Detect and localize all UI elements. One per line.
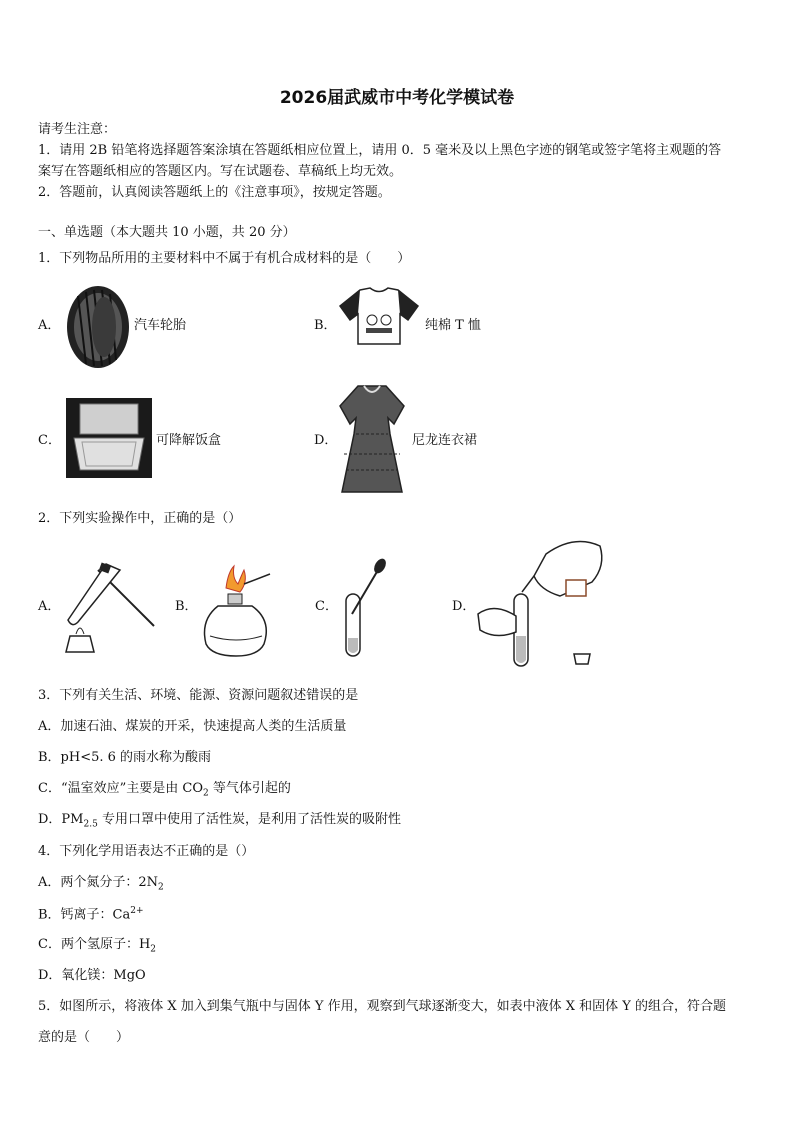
q2-stem: 2．下列实验操作中，正确的是（） — [38, 511, 242, 526]
pouring-liquid-image — [474, 536, 608, 670]
q1-option-c-letter: C． — [38, 433, 61, 448]
q1-option-d-text: 尼龙连衣裙 — [412, 433, 478, 448]
q3-option-b: B．pH<5. 6 的雨水称为酸雨 — [38, 750, 212, 765]
notice-line-1a: 1．请用 2B 铅笔将选择题答案涂填在答题纸相应位置上，请用 0．5 毫米及以上黑色字迹的钢笔或签字笔将主观题的答 — [38, 143, 722, 158]
notice-heading: 请考生注意： — [38, 122, 117, 137]
q3-option-d-pre: D．PM — [38, 812, 84, 827]
alcohol-lamp-image — [198, 566, 274, 660]
section-heading: 一、单选题（本大题共 10 小题，共 20 分） — [38, 225, 296, 240]
q2-option-b-letter: B． — [175, 599, 198, 614]
q1-option-d-letter: D． — [314, 433, 338, 448]
q3-option-c — [38, 781, 291, 799]
q1-option-b-letter: B． — [314, 318, 337, 333]
q3-option-a: A．加速石油、煤炭的开采，快速提高人类的生活质量 — [38, 719, 347, 734]
dress-image — [336, 384, 408, 494]
q4-option-c-pre: C．两个氢原子：H — [38, 937, 151, 952]
q3-option-d-sub: 2.5 — [83, 819, 98, 830]
q4-option-a-pre: A．两个氮分子：2N — [38, 875, 159, 890]
q4-option-d: D．氧化镁：MgO — [38, 968, 146, 983]
page-title: 2026届武威市中考化学模试卷 — [279, 88, 515, 108]
q2-option-c-letter: C． — [315, 599, 338, 614]
q4-option-a-sub: 2 — [158, 882, 164, 893]
q2-option-a-letter: A． — [38, 599, 61, 614]
q3-option-c-pre: C．“温室效应”主要是由 CO — [38, 781, 203, 796]
q5-line-1: 5．如图所示，将液体 X 加入到集气瓶中与固体 Y 作用，观察到气球逐渐变大，如表中液体 X 和固体 Y 的组合，符合题 — [38, 999, 727, 1014]
q2-option-d-letter: D． — [452, 599, 476, 614]
q4-option-b-pre: B．钙离子：Ca — [38, 907, 131, 923]
q1-option-a-letter: A． — [38, 318, 61, 333]
q1-option-b-text: 纯棉 T 恤 — [425, 318, 481, 333]
q4-option-c — [38, 937, 156, 955]
q4-option-b — [38, 906, 144, 923]
q3-option-d — [38, 812, 401, 830]
q1-stem: 1．下列物品所用的主要材料中不属于有机合成材料的是（ ） — [38, 251, 411, 266]
q3-option-c-post: 等气体引起的 — [208, 781, 291, 796]
dropper-test-tube-image — [340, 558, 390, 660]
q1-option-a-text: 汽车轮胎 — [134, 318, 187, 333]
q4-option-a — [38, 875, 164, 893]
heating-test-tube-image — [60, 562, 158, 660]
notice-line-1b: 案写在答题纸相应的答题区内。写在试题卷、草稿纸上均无效。 — [38, 164, 403, 179]
tshirt-image — [338, 286, 420, 346]
q5-line-2: 意的是（ ） — [38, 1030, 130, 1045]
lunchbox-image — [66, 398, 152, 478]
q3-option-c-sub: 2 — [202, 788, 209, 799]
q3-option-d-post: 专用口罩中使用了活性炭，是利用了活性炭的吸附性 — [97, 812, 401, 827]
tire-image — [64, 284, 132, 370]
q4-stem: 4．下列化学用语表达不正确的是（） — [38, 844, 255, 859]
q4-option-b-sup: 2+ — [130, 906, 144, 916]
q3-stem: 3．下列有关生活、环境、能源、资源问题叙述错误的是 — [38, 688, 359, 703]
q1-option-c-text: 可降解饭盒 — [156, 433, 222, 448]
notice-line-2: 2．答题前，认真阅读答题纸上的《注意事项》，按规定答题。 — [38, 185, 391, 200]
q4-option-c-sub: 2 — [150, 944, 157, 955]
